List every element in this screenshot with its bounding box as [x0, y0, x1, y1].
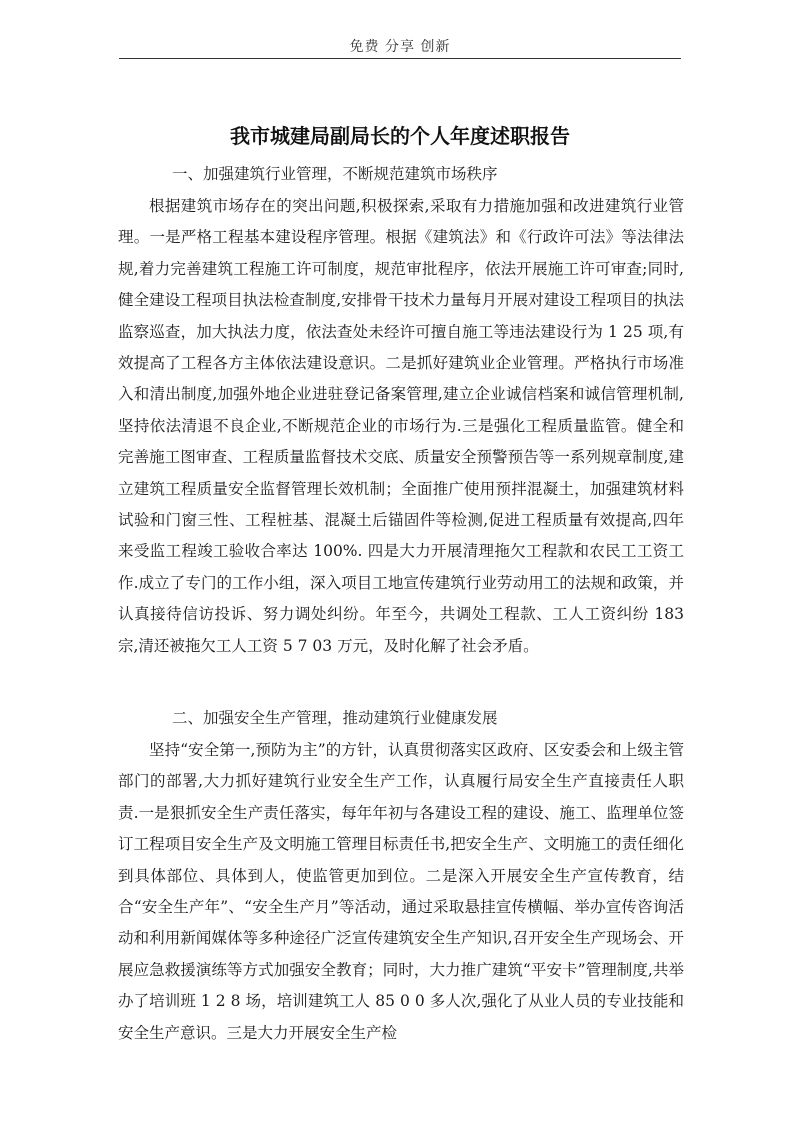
header-divider	[119, 58, 681, 59]
running-header: 免费 分享 创新	[349, 39, 451, 55]
section-body-1: 根据建筑市场存在的突出问题,积极探索,采取有力措施加强和改进建筑行业管理。一是严格工程基本建设程序管理。根据《建筑法》和《行政许可法》等法律法规,着力完善建筑工程施工许可制度，规范审批程序，依法开展施工许可审查;同时,健全建设工程项目执法检查制度,安排骨干技术力量每月开展对建设工程项目的执法监察巡查，加大执法力度，依法查处未经许可擅自施工等违法建设行为 1 25 项,有效提高了工程各方主体依法建设意识。二是抓好建筑业企业管理。严格执行市场准入和清出制度,加强外地企业进驻登记备案管理,建立企业诚信档案和诚信管理机制,坚持依法清退不良企业,不断规范企业的市场行为.三是强化工程质量监管。健全和完善施工图审查、工程质量监督技术交底、质量安全预警预告等一系列规章制度,建立建筑工程质量安全监督管理长效机制；全面推广使用预拌混凝土，加强建筑材料试验和门窗三性、工程桩基、混凝土后锚固件等检测,促进工程质量有效提高,四年来受监工程竣工验收合率达 100%. 四是大力开展清理拖欠工程款和农民工工资工作.成立了专门的工作小组，深入项目工地宣传建筑行业劳动用工的法规和政策，并认真接待信访投诉、努力调处纠纷。年至今，共调处工程款、工人工资纠纷 183 宗,清还被拖欠工人工资 5 7 03 万元，及时化解了社会矛盾。	[118, 197, 684, 655]
section-heading-1: 一、加强建筑行业管理，不断规范建筑市场秩序	[172, 165, 498, 183]
section-body-2: 坚持“安全第一,预防为主”的方针，认真贯彻落实区政府、区安委会和上级主管部门的部署,大力抓好建筑行业安全生产工作，认真履行局安全生产直接责任人职责.一是狠抓安全生产责任落实，每年年初与各建设工程的建设、施工、监理单位签订工程项目安全生产及文明施工管理目标责任书,把安全生产、文明施工的责任细化到具体部位、具体到人，使监管更加到位。二是深入开展安全生产宣传教育，结合“安全生产年”、“安全生产月”等活动，通过采取悬挂宣传横幅、举办宣传咨询活动和利用新闻媒体等多种途径广泛宣传建筑安全生产知识,召开安全生产现场会、开展应急救援演练等方式加强安全教育；同时，大力推广建筑“平安卡”管理制度,共举办了培训班 1 2 8 场，培训建筑工人 85 0 0 多人次,强化了从业人员的专业技能和安全生产意识。三是大力开展安全生产检	[118, 741, 684, 1042]
section-heading-2: 二、加强安全生产管理，推动建筑行业健康发展	[172, 709, 498, 727]
document-title: 我市城建局副局长的个人年度述职报告	[230, 124, 570, 148]
